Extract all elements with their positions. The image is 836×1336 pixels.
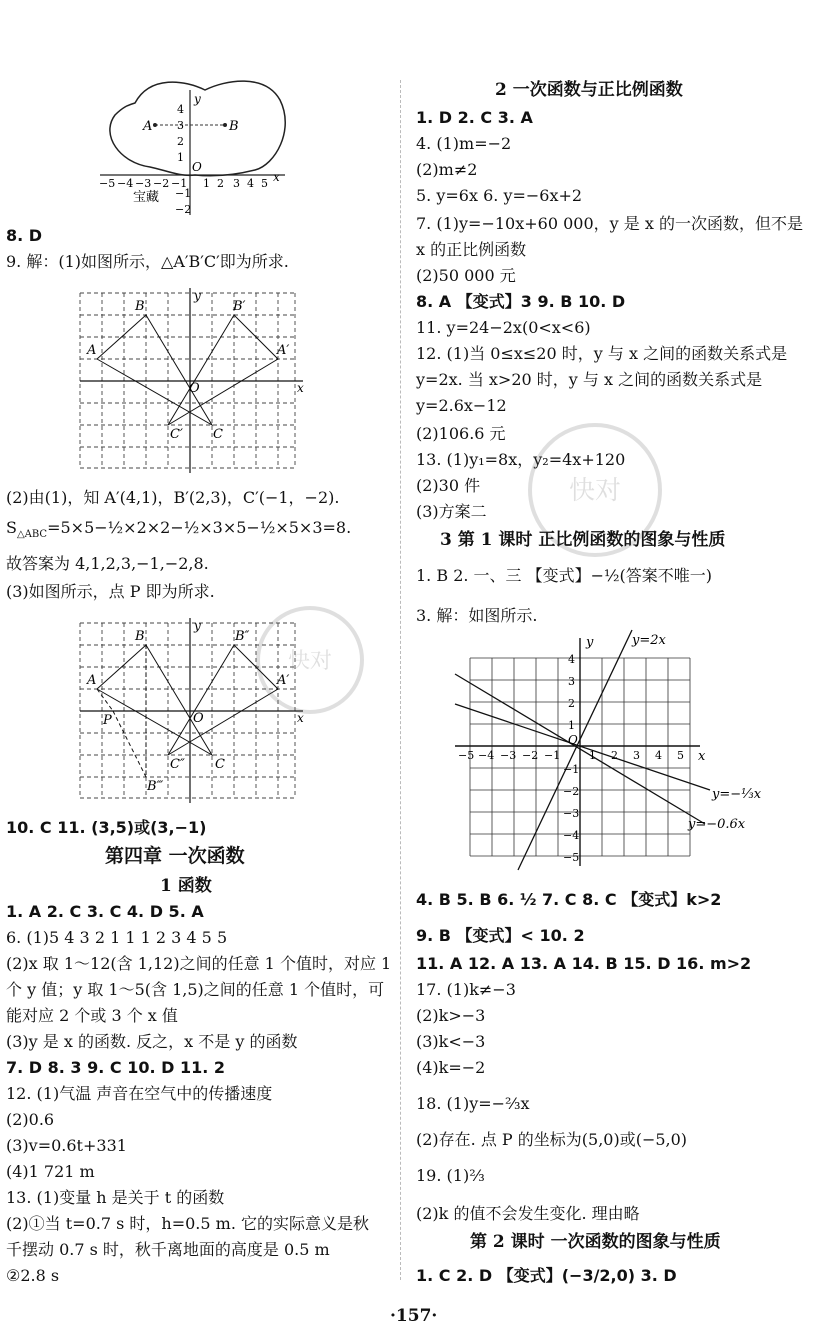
r-line-29: (2)k 的值不会发生变化. 理由略 (416, 1204, 640, 1223)
grid-figure-1 (75, 288, 310, 473)
graph-ytick-2: 2 (568, 697, 575, 710)
r-line-6: x 的正比例函数 (416, 240, 527, 259)
r-line-26: 18. (1)y=−⅔x (416, 1094, 530, 1113)
r-line-18: 3. 解：如图所示. (416, 606, 538, 625)
graph-xtick-9: 5 (677, 749, 684, 762)
fig-top-axis-x: x (273, 170, 280, 184)
r-line-22: 17. (1)k≠−3 (416, 980, 516, 999)
s1-line-9: (2)0.6 (6, 1110, 55, 1129)
grid2-label-x: x (297, 711, 304, 725)
grid1-label-x: x (297, 381, 304, 395)
ans-9-conclusion: 故答案为 4,1,2,3,−1,−2,8. (6, 554, 209, 573)
r-line-28: 19. (1)⅔ (416, 1166, 485, 1185)
section-4-title: 第 2 课时 一次函数的图象与性质 (470, 1232, 721, 1252)
graph-ytick-4: −1 (563, 763, 580, 776)
fig-top-axis-y: y (194, 92, 201, 106)
r-line-10: 12. (1)当 0≤x≤20 时，y 与 x 之间的函数关系式是 (416, 344, 788, 363)
r-line-9: 11. y=24−2x(0<x<6) (416, 318, 591, 337)
fig-top-xtick-7: 3 (233, 177, 240, 190)
graph-label-2x: y=2x (632, 633, 666, 648)
grid2-label-a: A (87, 673, 97, 688)
s1-line-2: 6. (1)5 4 3 2 1 1 1 2 3 4 5 5 (6, 928, 228, 947)
right-column (410, 0, 836, 1300)
fig-top-xtick-6: 2 (217, 177, 224, 190)
graph-ytick-1: 3 (568, 675, 575, 688)
r-line-5: 7. (1)y=−10x+60 000，y 是 x 的一次函数，但不是 (416, 214, 803, 233)
fig-top-treasure: 宝藏 (133, 190, 160, 205)
fig-top-origin: O (192, 160, 202, 174)
fig-top-xtick-5: 1 (203, 177, 210, 190)
grid1-label-o: O (189, 381, 200, 396)
area-subscript: △ABC (16, 529, 48, 541)
graph-xtick-5: 1 (589, 749, 596, 762)
s1-line-13: (2)①当 t=0.7 s 时，h=0.5 m. 它的实际意义是秋 (6, 1214, 370, 1233)
graph-xtick-7: 3 (633, 749, 640, 762)
graph-xtick-1: −4 (478, 749, 495, 762)
fig-top-xtick-3: −2 (153, 177, 170, 190)
grid1-label-b-prime: B′ (233, 299, 246, 314)
r-line-11: y=2x. 当 x>20 时，y 与 x 之间的函数关系式是 (416, 370, 763, 389)
r-line-30: 1. C 2. D 【变式】(−3/2,0) 3. D (416, 1266, 677, 1285)
ans-8: 8. D (6, 226, 43, 245)
graph-ytick-0: 4 (568, 653, 575, 666)
r-line-4: 5. y=6x 6. y=−6x+2 (416, 186, 583, 205)
area-formula: =5×5−½×2×2−½×3×5−½×5×3=8. (47, 518, 352, 537)
graph-axis-y: y (586, 635, 594, 650)
grid1-label-y: y (194, 289, 201, 303)
graph-axis-x: x (698, 749, 706, 764)
s1-line-4: 个 y 值；y 取 1～5(含 1,5)之间的任意 1 个值时，可 (6, 980, 385, 999)
grid2-label-c-double: C″ (170, 757, 185, 772)
r-line-23: (2)k>−3 (416, 1006, 486, 1025)
grid2-label-p: P (103, 713, 112, 728)
graph-origin: O (568, 733, 578, 747)
r-line-27: (2)存在. 点 P 的坐标为(5,0)或(−5,0) (416, 1130, 688, 1149)
section-1-title: 1 函数 (160, 876, 212, 896)
graph-xtick-2: −3 (500, 749, 517, 762)
treasure-map-figure (95, 75, 295, 225)
fig-top-xtick-4: −1 (171, 177, 188, 190)
graph-ytick-6: −3 (563, 807, 580, 820)
fig-top-xtick-9: 5 (261, 177, 268, 190)
s1-line-15: ②2.8 s (6, 1266, 60, 1285)
graph-ytick-3: 1 (568, 719, 575, 732)
section-2-title: 2 一次函数与正比例函数 (495, 80, 683, 100)
grid2-label-c: C (215, 757, 225, 772)
s1-line-6: (3)y 是 x 的函数. 反之，x 不是 y 的函数 (6, 1032, 298, 1051)
s1-line-3: (2)x 取 1～12(含 1,12)之间的任意 1 个值时，对应 1 (6, 954, 392, 973)
fig-top-xtick-8: 4 (247, 177, 254, 190)
fig-top-ytick-0: 4 (177, 103, 184, 116)
graph-ytick-8: −5 (563, 851, 580, 864)
r-line-13: (2)106.6 元 (416, 424, 506, 443)
grid2-label-b-double: B″ (235, 629, 250, 644)
r-line-20: 9. B 【变式】< 10. 2 (416, 926, 585, 945)
graph-xtick-8: 4 (655, 749, 662, 762)
column-divider (400, 80, 402, 1280)
r-line-12: y=2.6x−12 (416, 396, 507, 415)
s1-line-12: 13. (1)变量 h 是关于 t 的函数 (6, 1188, 225, 1207)
graph-label-06: y=−0.6x (688, 817, 746, 832)
r-line-21: 11. A 12. A 13. A 14. B 15. D 16. m>2 (416, 954, 752, 973)
r-line-14: 13. (1)y₁=8x，y₂=4x+120 (416, 450, 626, 469)
fig-top-point-a: A (143, 119, 153, 134)
grid2-label-y: y (194, 619, 201, 633)
grid1-label-c: C (213, 427, 223, 442)
grid1-label-b: B (135, 299, 145, 314)
watermark-stamp-left (250, 600, 370, 720)
linear-functions-graph (450, 628, 790, 873)
r-line-19: 4. B 5. B 6. ½ 7. C 8. C 【变式】k>2 (416, 890, 722, 909)
s1-line-8: 12. (1)气温 声音在空气中的传播速度 (6, 1084, 273, 1103)
graph-xtick-3: −2 (522, 749, 539, 762)
fig-top-point-b: B (229, 119, 239, 134)
r-line-24: (3)k<−3 (416, 1032, 486, 1051)
page-number: ·157· (390, 1306, 438, 1326)
fig-top-ytick-1: 3 (177, 119, 184, 132)
ans-9-part3: (3)如图所示，点 P 即为所求. (6, 582, 215, 601)
r-line-2: 4. (1)m=−2 (416, 134, 512, 153)
r-line-7: (2)50 000 元 (416, 266, 516, 285)
s1-line-7: 7. D 8. 3 9. C 10. D 11. 2 (6, 1058, 226, 1077)
ans-9-area (6, 518, 351, 545)
s1-line-5: 能对应 2 个或 3 个 x 值 (6, 1006, 178, 1025)
chapter-title: 第四章 一次函数 (105, 845, 245, 867)
r-line-25: (4)k=−2 (416, 1058, 486, 1077)
fig-top-ytick-3: 1 (177, 151, 184, 164)
grid1-label-a-prime: A′ (277, 343, 290, 358)
s1-line-10: (3)v=0.6t+331 (6, 1136, 127, 1155)
r-line-16: (3)方案二 (416, 502, 487, 521)
r-line-1: 1. D 2. C 3. A (416, 108, 533, 127)
ans-10-11: 10. C 11. (3,5)或(3,−1) (6, 818, 207, 837)
ans-9-intro: 9. 解：(1)如图所示，△A′B′C′即为所求. (6, 252, 289, 271)
s1-line-14: 千摆动 0.7 s 时，秋千离地面的高度是 0.5 m (6, 1240, 330, 1259)
grid1-label-c-prime: C′ (170, 427, 183, 442)
grid1-label-a: A (87, 343, 97, 358)
graph-ytick-7: −4 (563, 829, 580, 842)
s1-line-1: 1. A 2. C 3. C 4. D 5. A (6, 902, 204, 921)
watermark-stamp-right (520, 415, 670, 565)
r-line-17: 1. B 2. 一、三 【变式】−½(答案不唯一) (416, 566, 713, 585)
watermark-text-left: 快对 (287, 649, 333, 674)
fig-top-xtick-2: −3 (135, 177, 152, 190)
fig-top-ytick-2: 2 (177, 135, 184, 148)
fig-top-xtick-1: −4 (117, 177, 134, 190)
area-symbol: S (6, 518, 17, 537)
r-line-15: (2)30 件 (416, 476, 481, 495)
fig-top-xtick-0: −5 (99, 177, 116, 190)
graph-xtick-4: −1 (544, 749, 561, 762)
grid2-label-b: B (135, 629, 145, 644)
graph-ytick-5: −2 (563, 785, 580, 798)
graph-xtick-6: 2 (611, 749, 618, 762)
grid2-label-o: O (193, 711, 204, 726)
graph-xtick-0: −5 (458, 749, 475, 762)
watermark-text-right: 快对 (568, 476, 622, 506)
graph-label-third: y=−⅓x (712, 787, 762, 802)
section-3-title: 3 第 1 课时 正比例函数的图象与性质 (440, 530, 726, 550)
grid2-label-b-triple: B‴ (147, 779, 164, 794)
fig-top-ytick-5: −2 (175, 203, 192, 216)
ans-9-part2: (2)由(1)，知 A′(4,1)，B′(2,3)，C′(−1，−2). (6, 488, 340, 507)
grid2-label-a-prime: A′ (277, 673, 290, 688)
s1-line-11: (4)1 721 m (6, 1162, 95, 1181)
r-line-8: 8. A 【变式】3 9. B 10. D (416, 292, 626, 311)
r-line-3: (2)m≠2 (416, 160, 478, 179)
fig-top-ytick-4: −1 (175, 187, 192, 200)
